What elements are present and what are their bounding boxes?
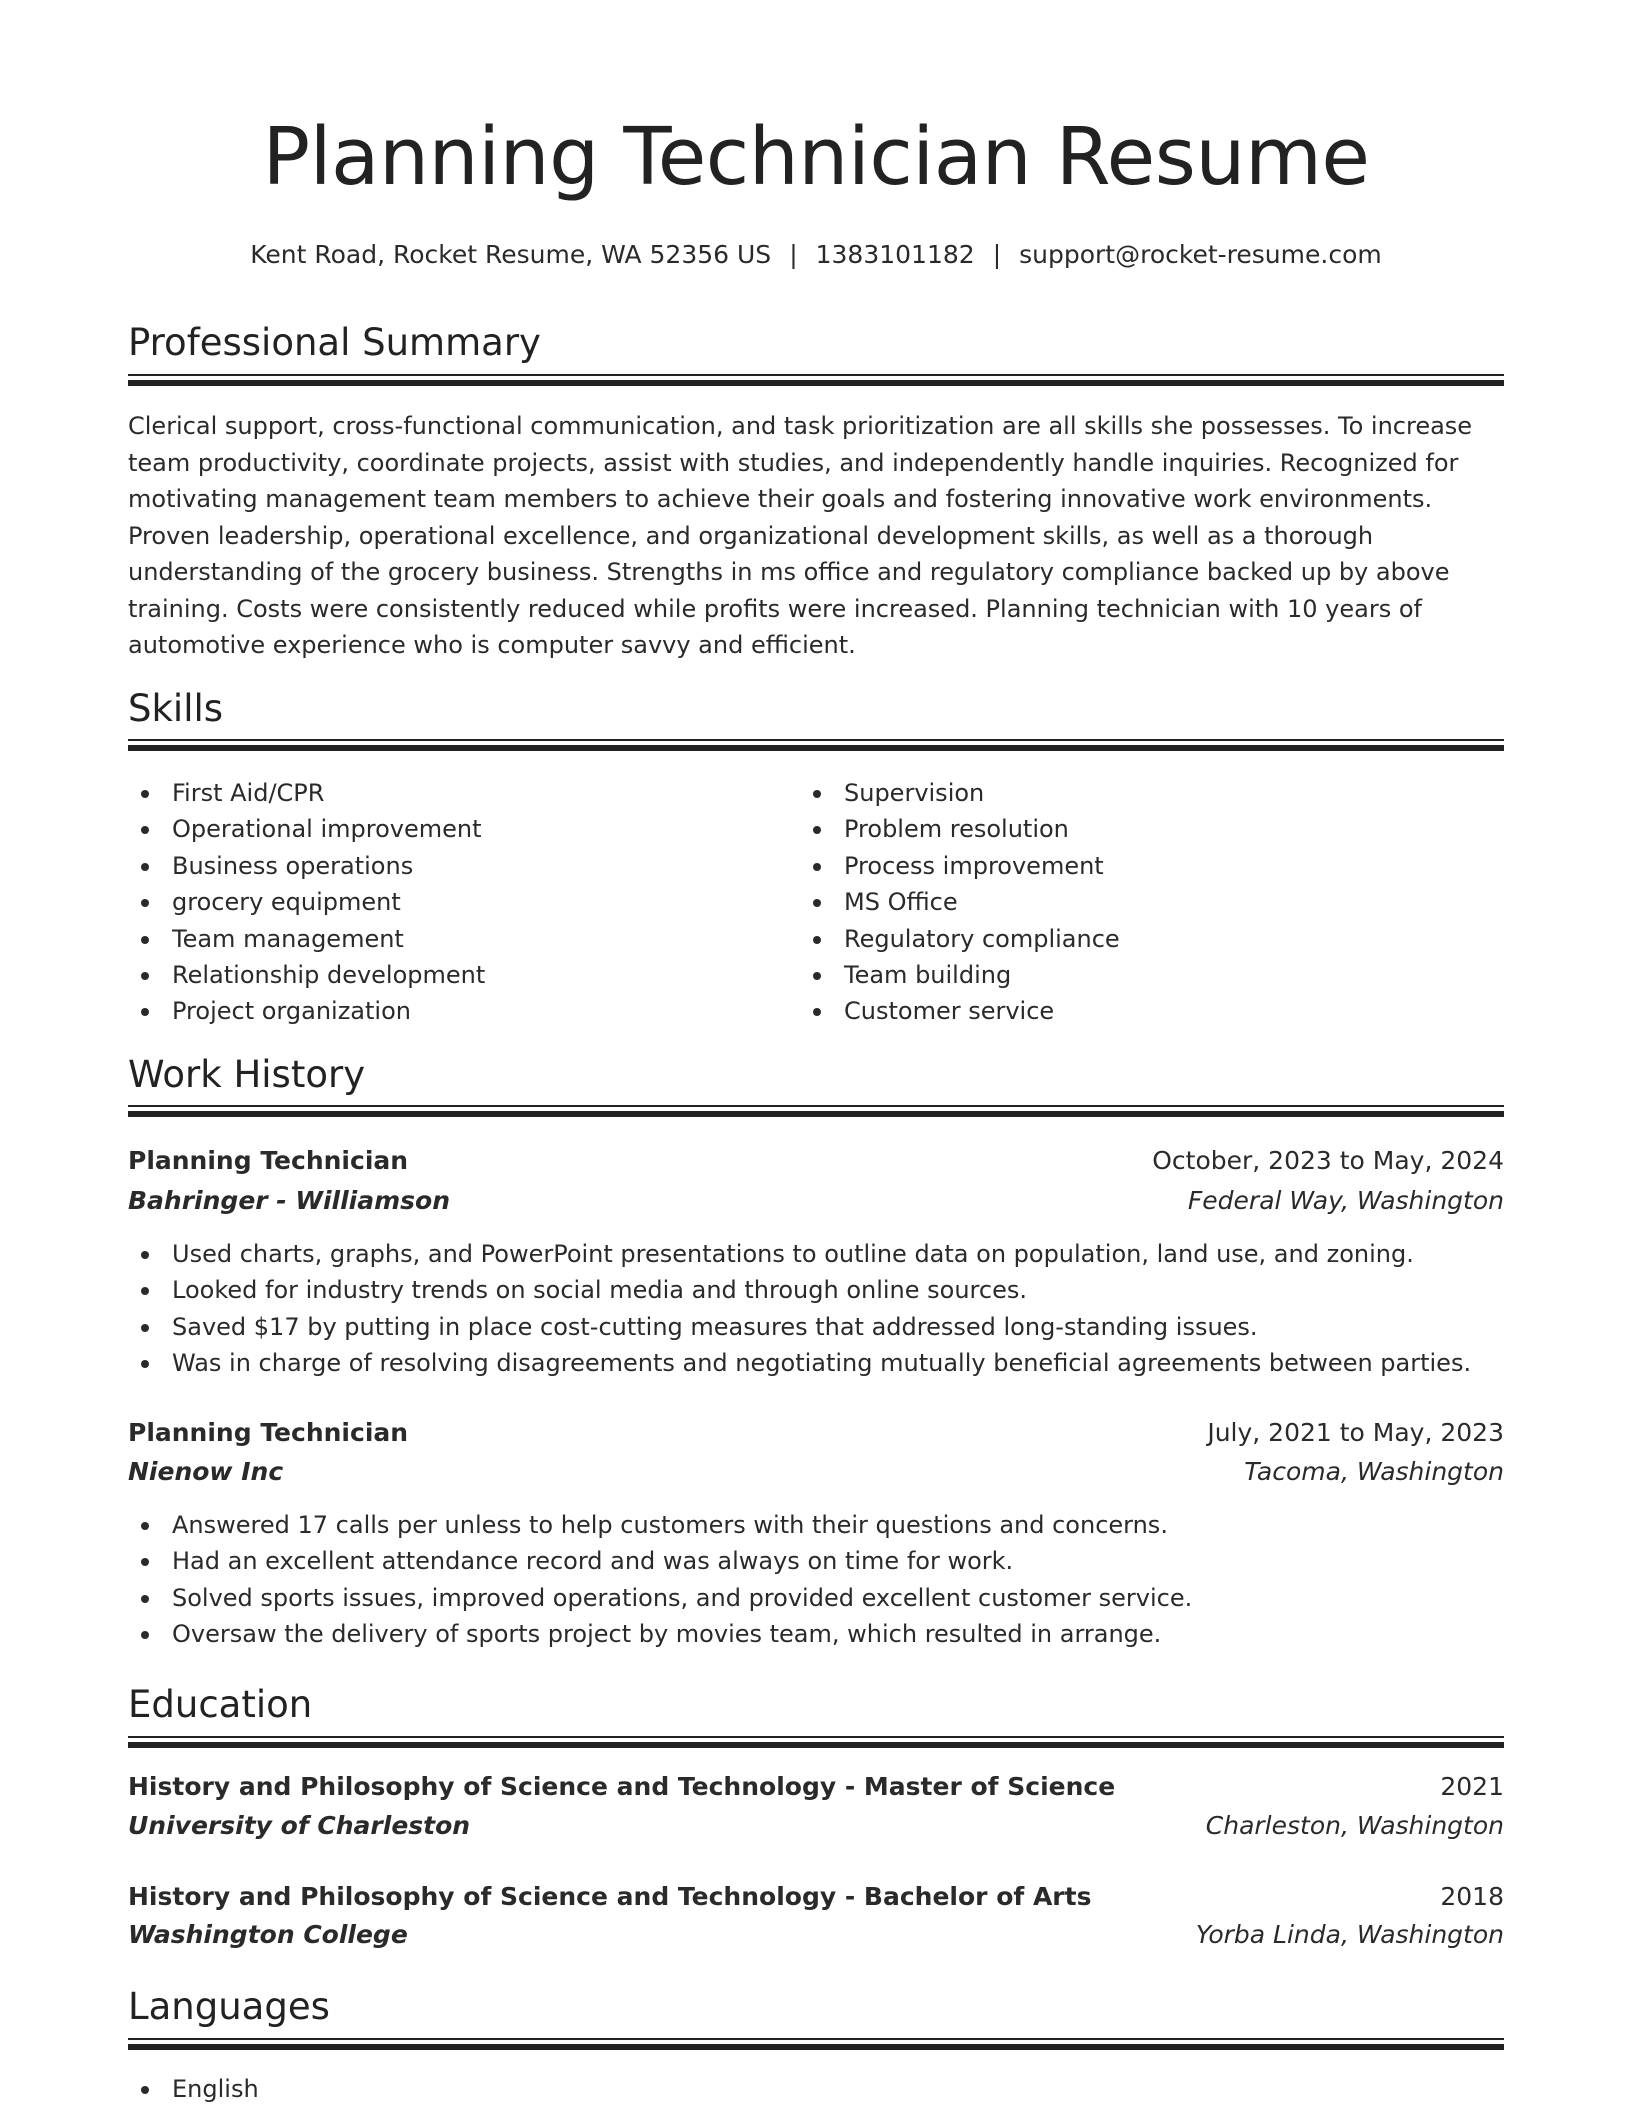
section-title-work-history: Work History: [128, 1053, 366, 1096]
skill-item: grocery equipment: [128, 884, 485, 920]
skill-item: Team management: [128, 921, 485, 957]
section-divider: [128, 374, 1504, 386]
languages-list: [128, 2071, 1504, 2107]
job-duty-item: Answered 17 calls per unless to help customers with their questions and concerns.: [128, 1507, 1504, 1543]
skills-column-left: [128, 775, 485, 1030]
job-dates: July, 2021 to May, 2023: [1207, 1418, 1504, 1447]
education-location: Charleston, Washington: [1205, 1811, 1504, 1840]
education-degree: History and Philosophy of Science and Technology - Bachelor of Arts: [128, 1882, 1092, 1911]
education-subheader: [128, 1813, 1504, 1838]
skill-item: Team building: [800, 957, 1120, 993]
contact-phone: 1383101182: [815, 240, 975, 269]
education-school: University of Charleston: [128, 1811, 471, 1840]
job-duties: [128, 1236, 1504, 1382]
job-subheader: [128, 1459, 1504, 1484]
skill-item: Customer service: [800, 993, 1120, 1029]
job-company: Nienow Inc: [128, 1457, 284, 1486]
job-header: [128, 1420, 1504, 1445]
job-duty-item: Looked for industry trends on social media and through online sources.: [128, 1272, 1504, 1308]
contact-email: support@rocket-resume.com: [1019, 240, 1382, 269]
job-duty-item: Solved sports issues, improved operations, and provided excellent customer service.: [128, 1580, 1504, 1616]
education-school: Washington College: [128, 1920, 408, 1949]
skill-item: Project organization: [128, 993, 485, 1029]
section-divider: [128, 1736, 1504, 1748]
contact-separator: |: [992, 240, 1002, 269]
resume-title: Planning Technician Resume: [262, 111, 1370, 203]
job-company: Bahringer - Williamson: [128, 1186, 451, 1215]
section-divider: [128, 1105, 1504, 1117]
section-title-skills: Skills: [128, 687, 224, 730]
skill-item: Relationship development: [128, 957, 485, 993]
job-dates: October, 2023 to May, 2024: [1152, 1146, 1504, 1175]
education-subheader: [128, 1922, 1504, 1947]
skill-item: MS Office: [800, 884, 1120, 920]
job-title: Planning Technician: [128, 1418, 409, 1447]
contact-line: [0, 242, 1632, 267]
job-duty-item: Used charts, graphs, and PowerPoint presentations to outline data on population, land use, and zoning.: [128, 1236, 1504, 1272]
contact-separator: |: [789, 240, 798, 269]
job-location: Federal Way, Washington: [1187, 1186, 1504, 1215]
job-duty-item: Oversaw the delivery of sports project by movies team, which resulted in arrange.: [128, 1616, 1504, 1652]
job-subheader: [128, 1188, 1504, 1213]
education-year: 2018: [1440, 1882, 1504, 1911]
job-title: Planning Technician: [128, 1146, 409, 1175]
job-header: [128, 1148, 1504, 1173]
skill-item: Operational improvement: [128, 811, 485, 847]
summary-text: Clerical support, cross-functional communication, and task prioritization are all skills she possesses. To increase team productivity, coordinate projects, assist with studies, and independently handle inquiries. Recognized for motivating management team members to achieve their goals and fostering innovative work environments. Proven leadership, operational excellence, and organizational development skills, as well as a thorough understanding of the grocery business. Strengths in ms office and regulatory compliance backed up by above training. Costs were consistently reduced while profits were increased. Planning technician with 10 years of automotive experience who is computer savvy and efficient.: [128, 412, 1473, 659]
skill-item: First Aid/CPR: [128, 775, 485, 811]
skill-item: Regulatory compliance: [800, 921, 1120, 957]
skills-column-right: [800, 775, 1120, 1030]
skill-item: Supervision: [800, 775, 1120, 811]
education-header: [128, 1774, 1504, 1799]
job-duty-item: Was in charge of resolving disagreements and negotiating mutually beneficial agreements between parties.: [128, 1345, 1504, 1381]
job-location: Tacoma, Washington: [1244, 1457, 1504, 1486]
section-title-languages: Languages: [128, 1985, 330, 2028]
skill-item: Process improvement: [800, 848, 1120, 884]
education-header: [128, 1884, 1504, 1909]
section-title-education: Education: [128, 1683, 313, 1726]
job-duty-item: Saved $17 by putting in place cost-cutting measures that addressed long-standing issues.: [128, 1309, 1504, 1345]
job-duty-item: Had an excellent attendance record and was always on time for work.: [128, 1543, 1504, 1579]
job-duties: [128, 1507, 1504, 1653]
section-title-summary: Professional Summary: [128, 321, 541, 364]
language-item: English: [128, 2071, 1504, 2107]
skill-item: Problem resolution: [800, 811, 1120, 847]
education-degree: History and Philosophy of Science and Technology - Master of Science: [128, 1772, 1116, 1801]
section-divider: [128, 2038, 1504, 2050]
section-divider: [128, 739, 1504, 751]
education-year: 2021: [1440, 1772, 1504, 1801]
skill-item: Business operations: [128, 848, 485, 884]
contact-address: Kent Road, Rocket Resume, WA 52356 US: [250, 240, 772, 269]
education-location: Yorba Linda, Washington: [1195, 1920, 1504, 1949]
